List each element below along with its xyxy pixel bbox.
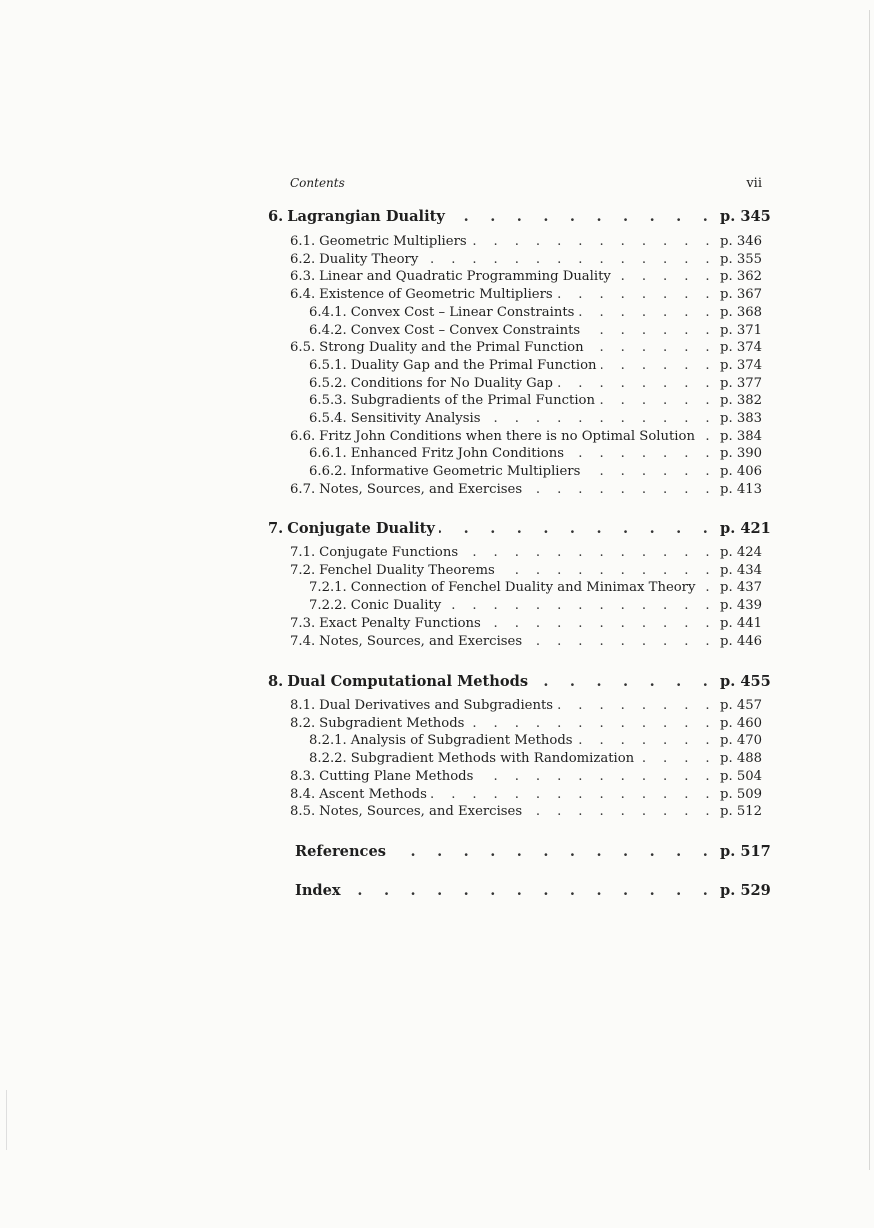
entry-number: 8.2.1. [309,733,347,748]
entry-number: 8.2.2. [309,751,347,766]
subsection-entry[interactable] [309,393,762,411]
entry-title: Strong Duality and the Primal Function [319,340,584,355]
dot-leader [345,882,716,899]
entry-page: p. 439 [720,598,762,613]
subsection-entry[interactable] [309,358,762,376]
section-entry[interactable] [290,234,762,252]
entry-page: p. 509 [720,787,762,802]
entry-title: Lagrangian Duality [287,208,445,225]
dot-leader [557,376,716,391]
entry-page: p. 460 [720,716,762,731]
section-entry[interactable] [290,482,762,500]
entry-title: Conjugate Functions [319,545,459,560]
entry-title: Fenchel Duality Theorems [319,563,495,578]
entry-page: p. 512 [720,804,762,819]
entry-title: Fritz John Conditions when there is no Optimal Solution [319,429,695,444]
entry-title: Conjugate Duality [287,520,435,537]
entry-page: p. 437 [720,580,762,595]
dot-leader [638,751,716,766]
entry-page: p. 406 [720,464,762,479]
entry-title: Exact Penalty Functions [319,616,481,631]
entry-number: 6.6.1. [309,446,347,461]
entry-title: Convex Cost – Convex Constraints [350,323,581,338]
dot-leader [699,580,716,595]
entry-page: p. 377 [720,376,762,391]
entry-title: Subgradient Methods with Randomization [350,751,635,766]
dot-leader [615,269,716,284]
entry-title: References [295,843,386,860]
subsection-entry[interactable] [309,751,762,769]
dot-leader [390,843,716,860]
entry-number: 7.2.2. [309,598,347,613]
entry-page: p. 345 [720,208,771,225]
section-entry[interactable] [290,616,762,634]
entry-number: 7.2. [290,563,316,578]
entry-title: Dual Derivatives and Subgradients [319,698,554,713]
entry-title: Conic Duality [350,598,442,613]
entry-number: 6.7. [290,482,316,497]
section-entry[interactable] [290,545,762,563]
entry-page: p. 374 [720,358,762,373]
running-title: Contents [290,176,345,190]
entry-number: 6.5.4. [309,411,347,426]
entry-page: p. 368 [720,305,762,320]
entry-page: p. 488 [720,751,762,766]
entry-page: p. 384 [720,429,762,444]
section-entry[interactable] [290,716,762,734]
entry-number: 7.2.1. [309,580,347,595]
entry-number: 6.4.2. [309,323,347,338]
dot-leader [422,252,716,267]
entry-number: 6.5. [290,340,316,355]
dot-leader [577,733,716,748]
running-head [290,176,762,192]
subsection-entry[interactable] [309,376,762,394]
entry-page: p. 421 [720,520,771,537]
entry-number: 6.4. [290,287,316,302]
end-matter-entry[interactable] [291,843,771,863]
section-entry[interactable] [290,787,762,805]
entry-page: p. 441 [720,616,762,631]
entry-title: Enhanced Fritz John Conditions [350,446,564,461]
dot-leader [477,769,716,784]
dot-leader [485,411,717,426]
section-entry[interactable] [290,804,762,822]
entry-number: 6.1. [290,234,316,249]
entry-number: 7. [268,520,284,537]
section-entry[interactable] [290,340,762,358]
entry-page: p. 371 [720,323,762,338]
entry-page: p. 446 [720,634,762,649]
entry-title: Informative Geometric Multipliers [350,464,581,479]
dot-leader [526,482,716,497]
section-entry[interactable] [290,634,762,652]
dot-leader [699,429,716,444]
entry-page: p. 504 [720,769,762,784]
entry-title: Subgradient Methods [319,716,465,731]
subsection-entry[interactable] [309,411,762,429]
entry-number: 6.6.2. [309,464,347,479]
entry-number: 7.4. [290,634,316,649]
entry-title: Ascent Methods [319,787,427,802]
dot-leader [468,716,716,731]
entry-title: Geometric Multipliers [319,234,467,249]
entry-page: p. 529 [720,882,771,899]
chapter-heading[interactable] [268,208,771,228]
entry-title: Subgradients of the Primal Function [350,393,595,408]
section-entry[interactable] [290,769,762,787]
section-entry[interactable] [290,563,762,581]
entry-page: p. 434 [720,563,762,578]
entry-number: 6.6. [290,429,316,444]
entry-number: 7.3. [290,616,316,631]
dot-leader [557,698,716,713]
entry-title: Conditions for No Duality Gap [350,376,553,391]
section-entry[interactable] [290,287,762,305]
entry-number: 8.4. [290,787,316,802]
scan-edge [6,1090,7,1150]
dot-leader [431,787,716,802]
subsection-entry[interactable] [309,305,762,323]
subsection-entry[interactable] [309,446,762,464]
entry-page: p. 383 [720,411,762,426]
dot-leader [601,358,716,373]
entry-title: Notes, Sources, and Exercises [319,482,523,497]
entry-number: 7.1. [290,545,316,560]
dot-leader [526,804,716,819]
page-number: vii [746,176,762,191]
entry-title: Duality Theory [319,252,419,267]
section-entry[interactable] [290,429,762,447]
dot-leader [557,287,716,302]
entry-title: Sensitivity Analysis [350,411,481,426]
entry-title: Convex Cost – Linear Constraints [350,305,575,320]
entry-title: Duality Gap and the Primal Function [350,358,597,373]
entry-number: 6.2. [290,252,316,267]
dot-leader [449,208,716,225]
subsection-entry[interactable] [309,580,762,598]
dot-leader [568,446,716,461]
entry-number: 8.5. [290,804,316,819]
dot-leader [439,520,716,537]
entry-title: Notes, Sources, and Exercises [319,634,523,649]
entry-page: p. 374 [720,340,762,355]
entry-number: 8. [268,673,284,690]
entry-title: Notes, Sources, and Exercises [319,804,523,819]
section-entry[interactable] [290,698,762,716]
section-entry[interactable] [290,269,762,287]
section-entry[interactable] [290,252,762,270]
entry-page: p. 457 [720,698,762,713]
scan-edge [869,10,870,1170]
subsection-entry[interactable] [309,733,762,751]
entry-page: p. 382 [720,393,762,408]
chapter-heading[interactable] [268,520,771,540]
dot-leader [462,545,716,560]
entry-number: 8.2. [290,716,316,731]
dot-leader [499,563,716,578]
entry-page: p. 470 [720,733,762,748]
entry-number: 6.5.3. [309,393,347,408]
entry-title: Linear and Quadratic Programming Duality [319,269,611,284]
entry-number: 8.3. [290,769,316,784]
dot-leader [584,464,716,479]
entry-number: 6.3. [290,269,316,284]
entry-title: Index [295,882,341,899]
dot-leader [471,234,716,249]
dot-leader [578,305,716,320]
entry-number: 6.5.2. [309,376,347,391]
entry-number: 6. [268,208,284,225]
chapter-heading[interactable] [268,673,771,693]
entry-page: p. 355 [720,252,762,267]
subsection-entry[interactable] [309,598,762,616]
entry-number: 8.1. [290,698,316,713]
subsection-entry[interactable] [309,323,762,341]
entry-page: p. 362 [720,269,762,284]
entry-title: Analysis of Subgradient Methods [350,733,573,748]
end-matter-entry[interactable] [291,882,771,902]
subsection-entry[interactable] [309,464,762,482]
dot-leader [588,340,716,355]
dot-leader [599,393,716,408]
entry-title: Cutting Plane Methods [319,769,474,784]
entry-page: p. 390 [720,446,762,461]
entry-number: 6.4.1. [309,305,347,320]
dot-leader [485,616,716,631]
dot-leader [584,323,716,338]
entry-page: p. 367 [720,287,762,302]
entry-page: p. 424 [720,545,762,560]
entry-title: Connection of Fenchel Duality and Minimax Theory [350,580,696,595]
entry-page: p. 413 [720,482,762,497]
dot-leader [445,598,716,613]
entry-number: 6.5.1. [309,358,347,373]
dot-leader [532,673,716,690]
entry-title: Existence of Geometric Multipliers [319,287,553,302]
entry-page: p. 455 [720,673,771,690]
entry-title: Dual Computational Methods [287,673,529,690]
dot-leader [526,634,716,649]
entry-page: p. 517 [720,843,771,860]
entry-page: p. 346 [720,234,762,249]
